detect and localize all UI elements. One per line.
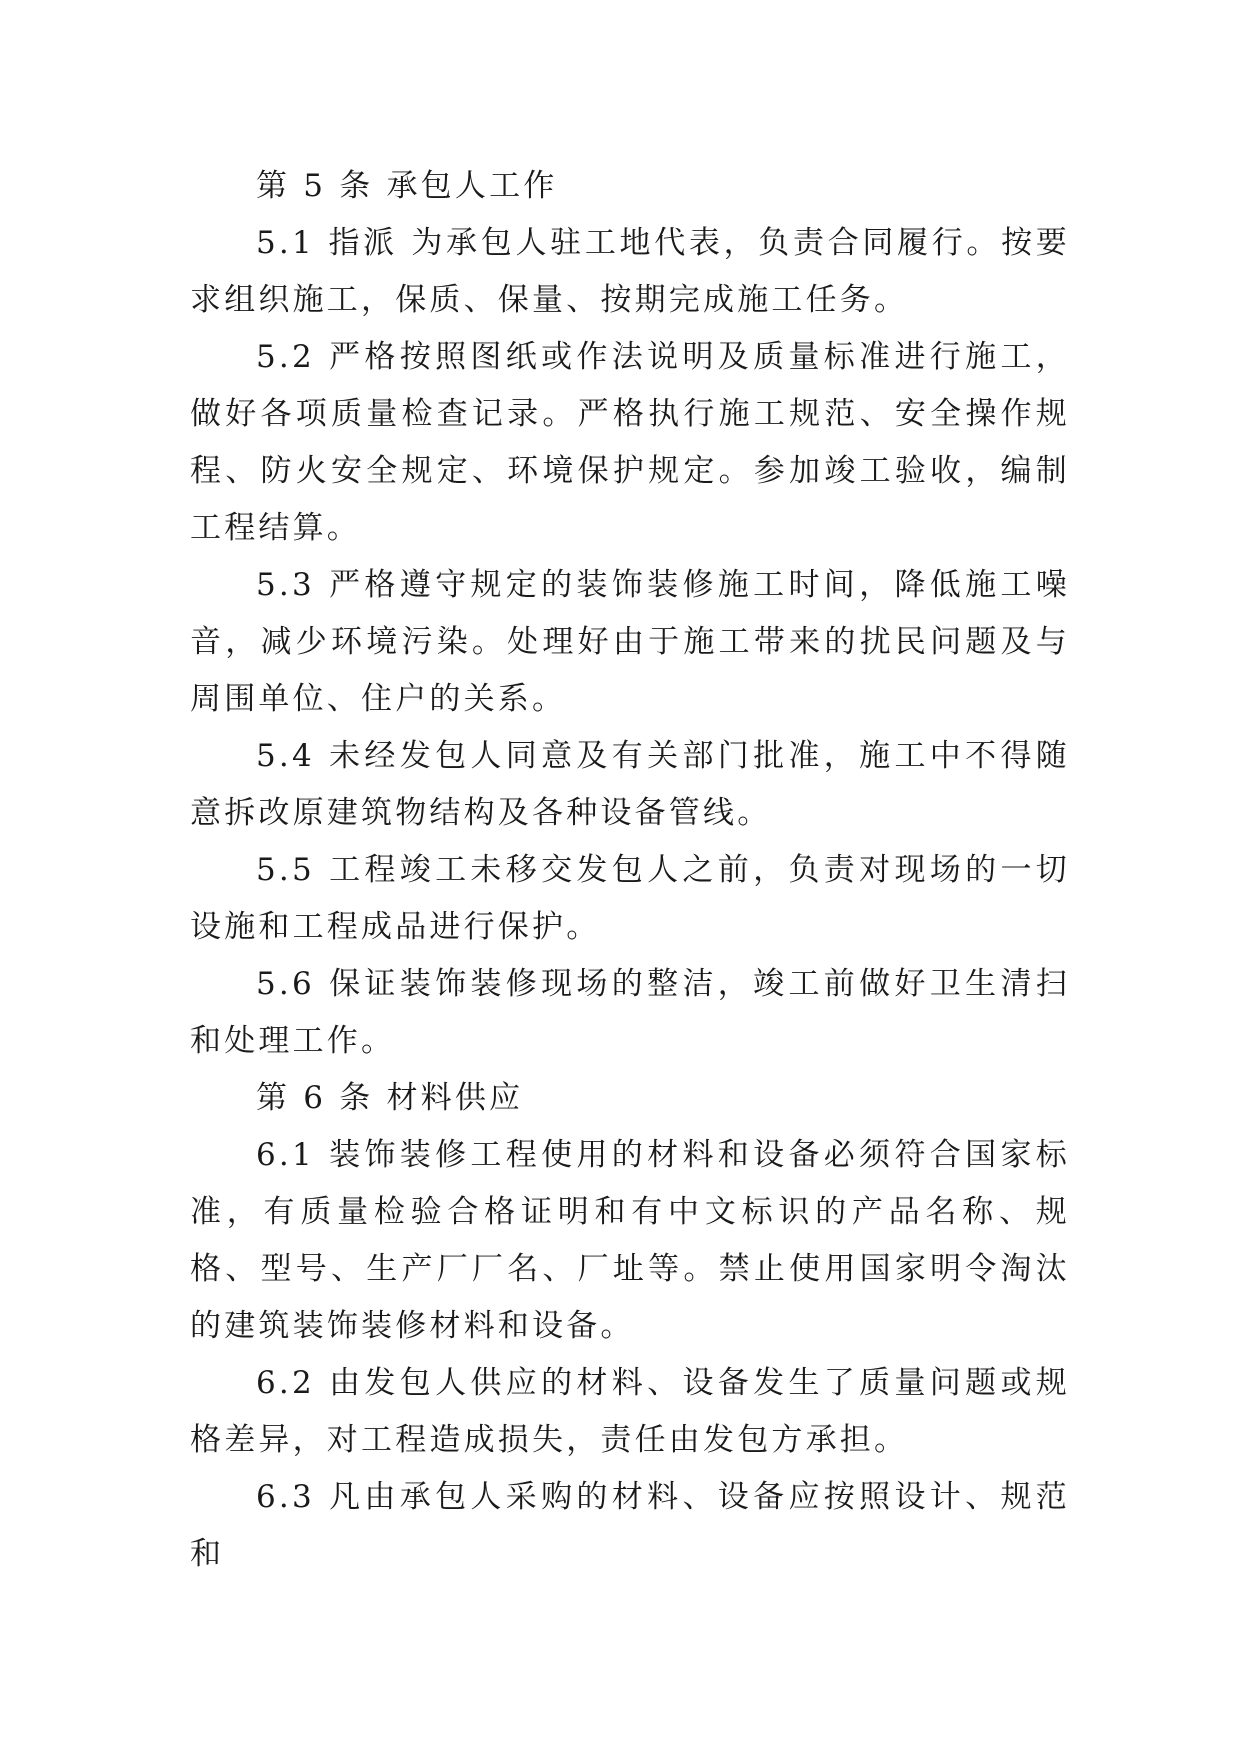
- clause-5-2: 5.2 严格按照图纸或作法说明及质量标准进行施工，做好各项质量检查记录。严格执行施工规范、安全操作规程、防火安全规定、环境保护规定。参加竣工验收，编制工程结算。: [190, 339, 1070, 546]
- clause-5-1: 5.1 指派 为承包人驻工地代表，负责合同履行。按要求组织施工，保质、保量、按期完成施工任务。: [190, 225, 1070, 318]
- article-6-heading: 第 6 条 材料供应: [256, 1080, 524, 1116]
- clause-6-1: 6.1 装饰装修工程使用的材料和设备必须符合国家标准，有质量检验合格证明和有中文标识的产品名称、规格、型号、生产厂厂名、厂址等。禁止使用国家明令淘汰的建筑装饰装修材料和设备。: [190, 1137, 1070, 1344]
- clause-6-2: 6.2 由发包人供应的材料、设备发生了质量问题或规格差异，对工程造成损失，责任由发包方承担。: [190, 1365, 1070, 1458]
- clause-5-5: 5.5 工程竣工未移交发包人之前，负责对现场的一切设施和工程成品进行保护。: [190, 852, 1070, 945]
- clause-6-3: 6.3 凡由承包人采购的材料、设备应按照设计、规范和: [190, 1479, 1070, 1572]
- clause-5-6: 5.6 保证装饰装修现场的整洁，竣工前做好卫生清扫和处理工作。: [190, 966, 1070, 1059]
- clause-5-3: 5.3 严格遵守规定的装饰装修施工时间，降低施工噪音，减少环境污染。处理好由于施工带来的扰民问题及与周围单位、住户的关系。: [190, 567, 1070, 717]
- document-page: [190, 158, 1070, 1583]
- clause-5-4: 5.4 未经发包人同意及有关部门批准，施工中不得随意拆改原建筑物结构及各种设备管线。: [190, 738, 1070, 831]
- article-5-heading: 第 5 条 承包人工作: [256, 168, 558, 204]
